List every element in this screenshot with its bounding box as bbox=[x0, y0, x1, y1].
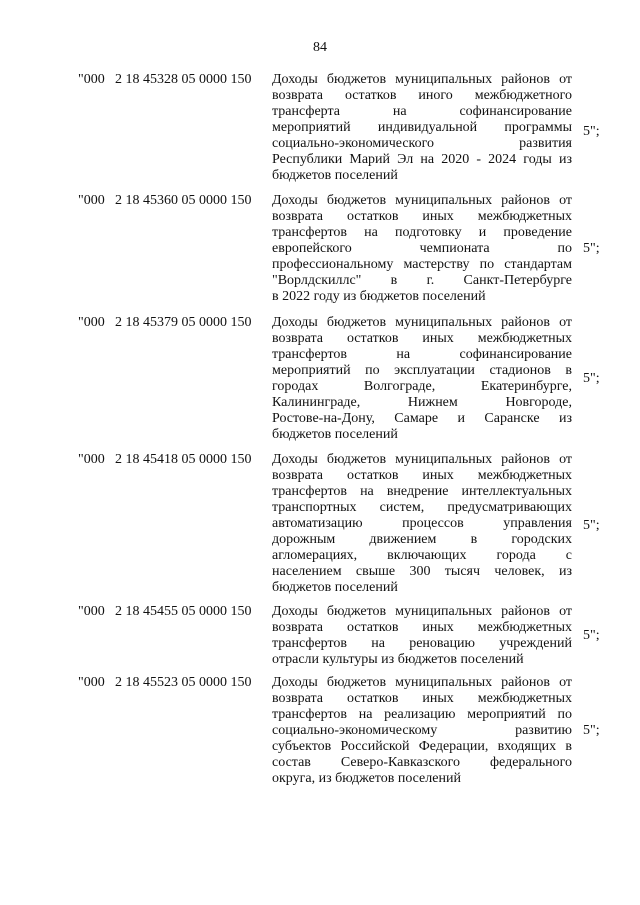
description-line: Доходы бюджетов муниципальных районов от bbox=[272, 675, 572, 690]
description-line: Доходы бюджетов муниципальных районов от bbox=[272, 604, 572, 619]
row-end-mark: 5"; bbox=[583, 518, 600, 533]
admin-code: "000 bbox=[78, 72, 105, 87]
description-line: возврата остатков иных межбюджетных bbox=[272, 209, 572, 224]
entry-description bbox=[272, 315, 572, 443]
description-line: бюджетов поселений bbox=[272, 427, 398, 442]
description-line: профессиональному мастерству по стандартам bbox=[272, 257, 572, 272]
description-line: состав Северо-Кавказского федерального bbox=[272, 755, 572, 770]
description-line: мероприятий индивидуальной программы bbox=[272, 120, 572, 135]
row-end-mark: 5"; bbox=[583, 723, 600, 738]
budget-classification-code: 2 18 45379 05 0000 150 bbox=[115, 315, 252, 330]
admin-code: "000 bbox=[78, 452, 105, 467]
description-line: Доходы бюджетов муниципальных районов от bbox=[272, 315, 572, 330]
row-end-mark: 5"; bbox=[583, 124, 600, 139]
description-line: "Ворлдскиллс" в г. Санкт-Петербурге bbox=[272, 273, 572, 288]
entry-description bbox=[272, 604, 572, 668]
description-line: трансферта на софинансирование bbox=[272, 104, 572, 119]
row-end-mark: 5"; bbox=[583, 371, 600, 386]
description-line: агломерациях, включающих города с bbox=[272, 548, 572, 563]
entry-description bbox=[272, 193, 572, 305]
description-line: возврата остатков иного межбюджетного bbox=[272, 88, 572, 103]
description-line: субъектов Российской Федерации, входящих в bbox=[272, 739, 572, 754]
admin-code: "000 bbox=[78, 315, 105, 330]
description-line: трансфертов на внедрение интеллектуальных bbox=[272, 484, 572, 499]
description-line: в 2022 году из бюджетов поселений bbox=[272, 289, 486, 304]
description-line: бюджетов поселений bbox=[272, 168, 398, 183]
description-line: социально-экономического развития bbox=[272, 136, 572, 151]
description-line: трансфертов на подготовку и проведение bbox=[272, 225, 572, 240]
description-line: европейского чемпионата по bbox=[272, 241, 572, 256]
description-line: дорожным движением в городских bbox=[272, 532, 572, 547]
description-line: округа, из бюджетов поселений bbox=[272, 771, 461, 786]
budget-classification-code: 2 18 45360 05 0000 150 bbox=[115, 193, 252, 208]
description-line: трансфертов на реновацию учреждений bbox=[272, 636, 572, 651]
description-line: трансфертов на реализацию мероприятий по bbox=[272, 707, 572, 722]
description-line: возврата остатков иных межбюджетных bbox=[272, 620, 572, 635]
description-line: транспортных систем, предусматривающих bbox=[272, 500, 572, 515]
description-line: трансфертов на софинансирование bbox=[272, 347, 572, 362]
budget-classification-code: 2 18 45523 05 0000 150 bbox=[115, 675, 252, 690]
description-line: Калининграде, Нижнем Новгороде, bbox=[272, 395, 572, 410]
description-line: Доходы бюджетов муниципальных районов от bbox=[272, 452, 572, 467]
description-line: населением свыше 300 тысяч человек, из bbox=[272, 564, 572, 579]
budget-classification-code: 2 18 45455 05 0000 150 bbox=[115, 604, 252, 619]
description-line: Доходы бюджетов муниципальных районов от bbox=[272, 193, 572, 208]
description-line: Ростове-на-Дону, Самаре и Саранске из bbox=[272, 411, 572, 426]
description-line: возврата остатков иных межбюджетных bbox=[272, 691, 572, 706]
row-end-mark: 5"; bbox=[583, 628, 600, 643]
budget-classification-code: 2 18 45418 05 0000 150 bbox=[115, 452, 252, 467]
description-line: Доходы бюджетов муниципальных районов от bbox=[272, 72, 572, 87]
row-end-mark: 5"; bbox=[583, 241, 600, 256]
description-line: социально-экономическому развитию bbox=[272, 723, 572, 738]
description-line: мероприятий по эксплуатации стадионов в bbox=[272, 363, 572, 378]
page-number: 84 bbox=[313, 40, 327, 55]
entry-description bbox=[272, 72, 572, 184]
entry-description bbox=[272, 675, 572, 787]
description-line: бюджетов поселений bbox=[272, 580, 398, 595]
description-line: возврата остатков иных межбюджетных bbox=[272, 468, 572, 483]
description-line: Республики Марий Эл на 2020 - 2024 годы из bbox=[272, 152, 572, 167]
description-line: городах Волгограде, Екатеринбурге, bbox=[272, 379, 572, 394]
entry-description bbox=[272, 452, 572, 596]
admin-code: "000 bbox=[78, 193, 105, 208]
admin-code: "000 bbox=[78, 675, 105, 690]
description-line: возврата остатков иных межбюджетных bbox=[272, 331, 572, 346]
description-line: автоматизацию процессов управления bbox=[272, 516, 572, 531]
budget-classification-code: 2 18 45328 05 0000 150 bbox=[115, 72, 252, 87]
description-line: отрасли культуры из бюджетов поселений bbox=[272, 652, 524, 667]
admin-code: "000 bbox=[78, 604, 105, 619]
